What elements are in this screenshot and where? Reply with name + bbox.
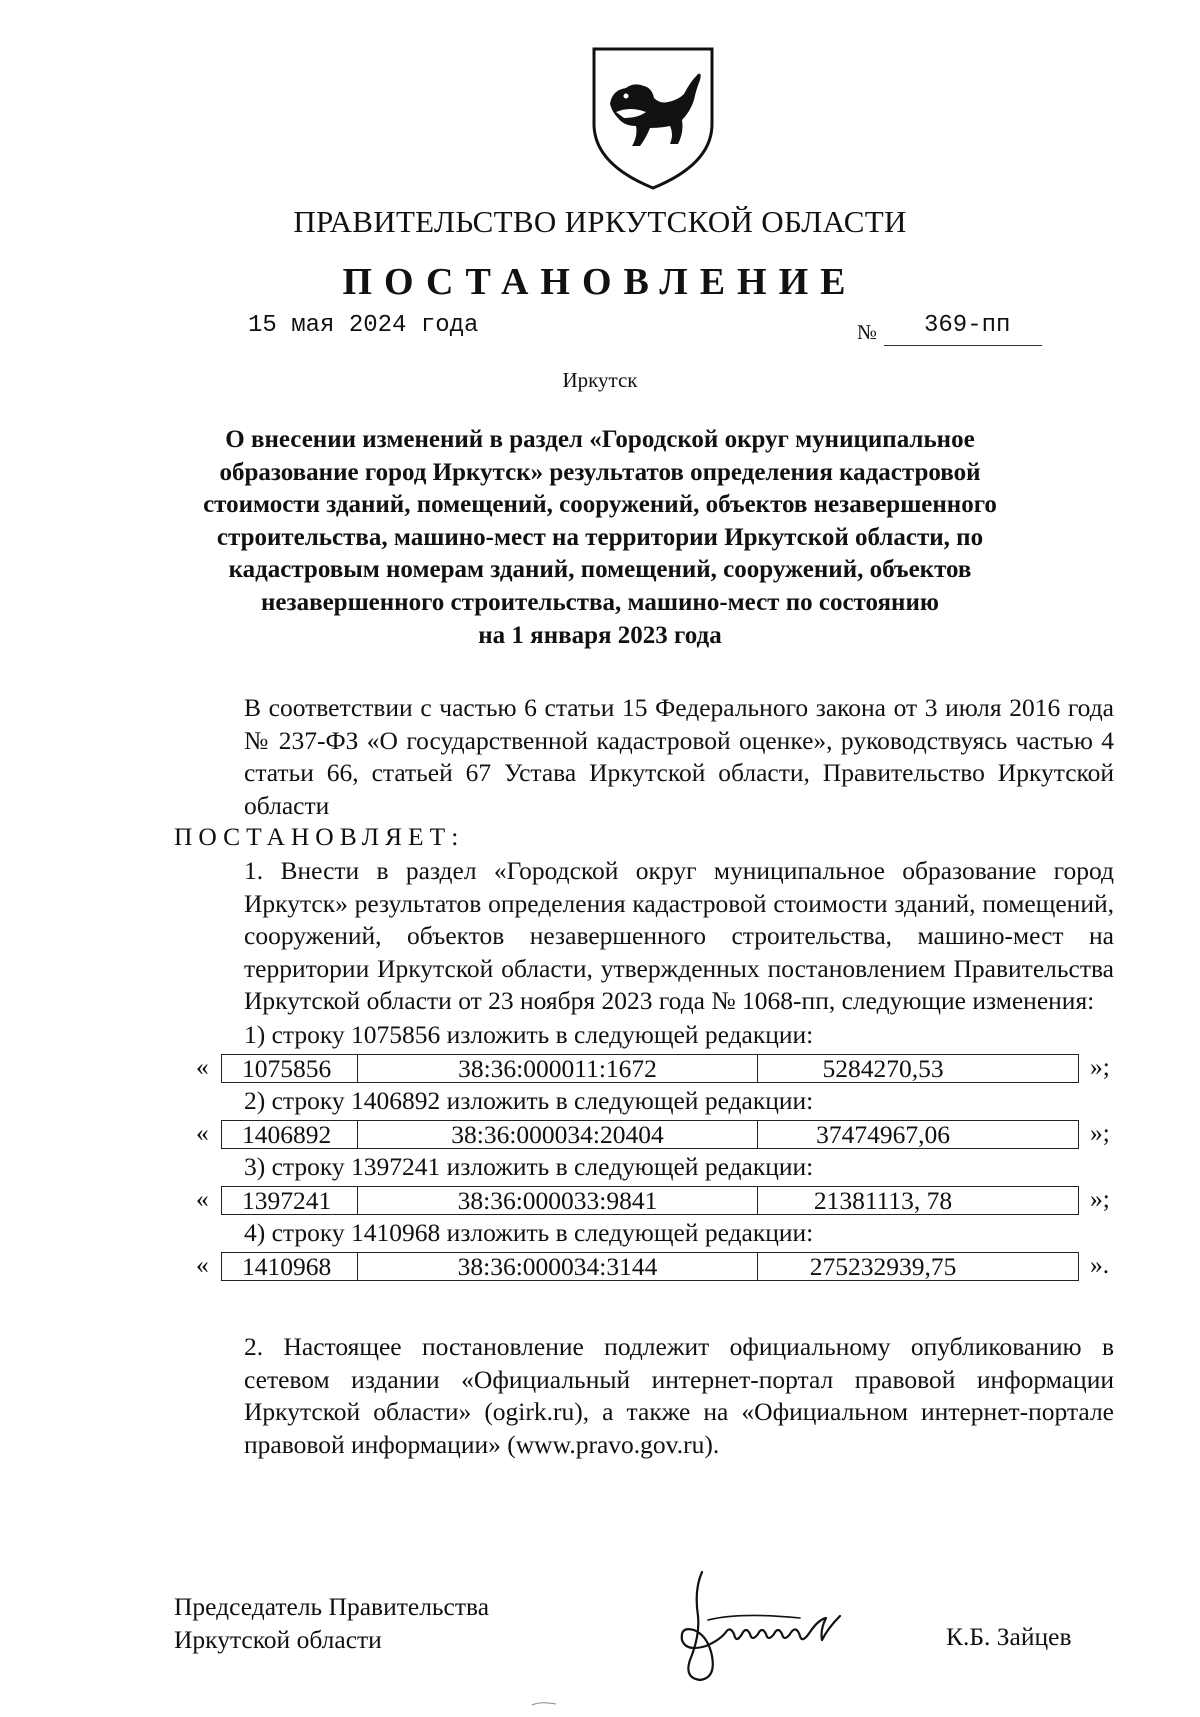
change-intro: 2) строку 1406892 изложить в следующей редакции:	[244, 1086, 814, 1115]
change-intro: 3) строку 1397241 изложить в следующей редакции:	[244, 1152, 814, 1181]
document-number: 369-пп	[924, 312, 1011, 339]
row-cadastral-number: 38:36:000034:3144	[358, 1253, 758, 1280]
row-cadastral-value: 37474967,06	[816, 1121, 950, 1148]
title-line: кадастровым номерам зданий, помещений, сооружений, объектов	[228, 556, 972, 584]
row-cadastral-number: 38:36:000033:9841	[358, 1187, 758, 1214]
row-id: 1397241	[222, 1187, 358, 1214]
city: Иркутск	[562, 368, 638, 392]
point-2-text: 2. Настоящее постановление подлежит официальному опубликованию в сетевом издании «Официальный интернет-портал правовой информации Иркутской области» (ogirk.ru), а также на «Официальном интернет-портале правовой информации» (www.pravo.gov.ru).	[244, 1332, 1114, 1459]
document-title	[150, 424, 1050, 652]
title-line: на 1 января 2023 года	[478, 621, 722, 649]
row-cadastral-value: 275232939,75	[809, 1253, 957, 1280]
quote-open: «	[196, 1184, 209, 1213]
quote-close: »;	[1090, 1118, 1110, 1147]
point-1-paragraph	[174, 855, 1114, 1018]
table-row	[221, 1054, 1079, 1083]
preamble-paragraph	[174, 692, 1114, 822]
title-line: строительства, машино-мест на территории Иркутской области, по	[216, 523, 984, 551]
document-type: ПОСТАНОВЛЕНИЕ	[342, 261, 858, 303]
preamble-text: В соответствии с частью 6 статьи 15 Федерального закона от 3 июля 2016 года № 237-ФЗ «О государственной кадастровой оценке», руководствуясь частью 4 статьи 66, статьей 67 Устава Иркутской области, Правительство Иркутской области	[244, 693, 1114, 820]
signer-position-line: Председатель Правительства	[174, 1592, 490, 1621]
point-2-paragraph	[174, 1331, 1114, 1461]
quote-close: »;	[1090, 1184, 1110, 1213]
title-line: образование город Иркутск» результатов определения кадастровой	[219, 458, 981, 486]
number-label: №	[857, 320, 878, 344]
quote-open: «	[196, 1052, 209, 1081]
quote-close: ».	[1090, 1250, 1110, 1279]
title-line: незавершенного строительства, машино-мест по состоянию	[261, 588, 939, 616]
change-intro: 1) строку 1075856 изложить в следующей редакции:	[244, 1020, 814, 1049]
coat-of-arms-emblem	[590, 46, 716, 192]
signer-position-line: Иркутской области	[174, 1625, 382, 1654]
table-row	[221, 1186, 1079, 1215]
resolves-heading: ПОСТАНОВЛЯЕТ:	[174, 822, 465, 851]
change-intro: 4) строку 1410968 изложить в следующей редакции:	[244, 1218, 814, 1247]
organization-name: ПРАВИТЕЛЬСТВО ИРКУТСКОЙ ОБЛАСТИ	[293, 204, 907, 239]
row-id: 1406892	[222, 1121, 358, 1148]
table-row	[221, 1252, 1079, 1281]
row-cadastral-value: 21381113, 78	[813, 1187, 953, 1214]
quote-open: «	[196, 1250, 209, 1279]
title-line: стоимости зданий, помещений, сооружений, объектов незавершенного	[203, 491, 997, 519]
scan-mark	[530, 1700, 558, 1708]
point-1-text: 1. Внести в раздел «Городской округ муниципальное образование город Иркутск» результатов определения кадастровой стоимости зданий, помещений, сооружений, объектов незавершенного строительства, машино-мест на территории Иркутской области, утвержденных постановлением Правительства Иркутской области от 23 ноября 2023 года № 1068-пп, следующие изменения:	[244, 856, 1114, 1016]
document-date: 15 мая 2024 года	[248, 312, 479, 339]
title-line: О внесении изменений в раздел «Городской округ муниципальное	[225, 426, 975, 453]
row-cadastral-value: 5284270,53	[822, 1055, 944, 1082]
quote-close: »;	[1090, 1052, 1110, 1081]
table-row	[221, 1120, 1079, 1149]
handwritten-signature	[650, 1560, 910, 1690]
number-underline	[884, 345, 1042, 346]
signer-position	[174, 1590, 489, 1656]
row-id: 1075856	[222, 1055, 358, 1082]
row-cadastral-number: 38:36:000034:20404	[358, 1121, 758, 1148]
signer-name: К.Б. Зайцев	[946, 1622, 1072, 1651]
row-id: 1410968	[222, 1253, 358, 1280]
row-cadastral-number: 38:36:000011:1672	[358, 1055, 758, 1082]
quote-open: «	[196, 1118, 209, 1147]
